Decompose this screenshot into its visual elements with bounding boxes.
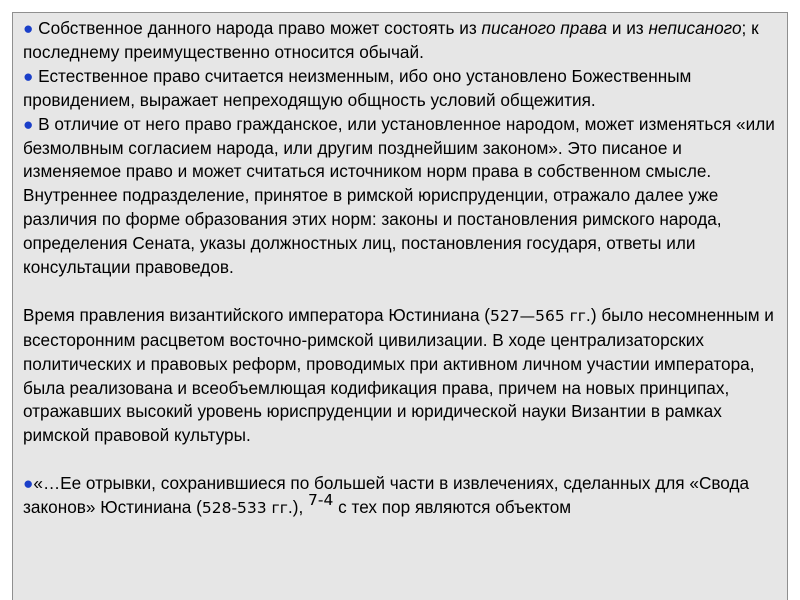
paragraph-civil-law (23, 113, 779, 280)
text-run: Собственное данного народа право может состоять из (38, 18, 482, 38)
bullet-icon: ● (23, 473, 34, 494)
paragraph-fragments (23, 472, 779, 521)
text-run: В отличие от него право гражданское, или установленное народом, может изменяться «или безмолвным согласием народа, или другим позднейшим законом». Это писаное и изменяемое право и может считаться источником норм права в собственном смысле. Внутреннее подразделение, принятое в римской юриспруденции, отражало далее уже различия по форме образования этих норм: законы и постановления римского народа, определения Сената, указы должностных лиц, постановления государя, ответы или консультации правоведов. (23, 113, 775, 278)
text-run: с тех пор являются объектом (333, 497, 572, 518)
paragraph-written-law (23, 17, 779, 65)
paragraph-justinian (23, 304, 779, 448)
paragraph-spacer (23, 448, 779, 472)
date-range: 528-533 гг. (201, 499, 293, 518)
bullet-icon: ● (23, 18, 34, 38)
text-run: ; к последнему преимущественно относится обычай. (23, 18, 759, 62)
bullet-icon: ● (23, 65, 34, 86)
text-run: ) было несомненным и всесторонним расцветом восточно-римской цивилизации. В ходе централизаторских политических и правовых реформ, проводимых при активном личном участии императора, была реализована и всеобъемлющая кодификация права, причем на новых принципах, отражавших высокий уровень юриспруденции и юридической науки Византии в рамках римской правовой культуры. (23, 304, 774, 446)
text-run: «…Ее отрывки, сохранившиеся по большей части в извлечениях, сделанных для «Свода законов» Юстиниана ( (23, 473, 750, 518)
text-run: Время правления византийского императора Юстиниана ( (23, 304, 491, 325)
text-run: и из (607, 18, 649, 38)
paragraph-natural-law (23, 65, 779, 113)
text-run: ), (292, 497, 309, 518)
text-run: Естественное право считается неизменным, ибо оно установлено Божественным провидением, выражает непреходящую общность условий общежития. (23, 65, 692, 110)
bullet-icon: ● (23, 113, 34, 134)
text-box (12, 12, 788, 600)
paragraph-spacer (23, 280, 779, 304)
italic-term: неписаного (648, 18, 742, 38)
italic-term: писаного права (481, 18, 608, 38)
footnote-ref: 7-4 (308, 491, 334, 510)
date-range: 527—565 гг. (490, 306, 591, 325)
